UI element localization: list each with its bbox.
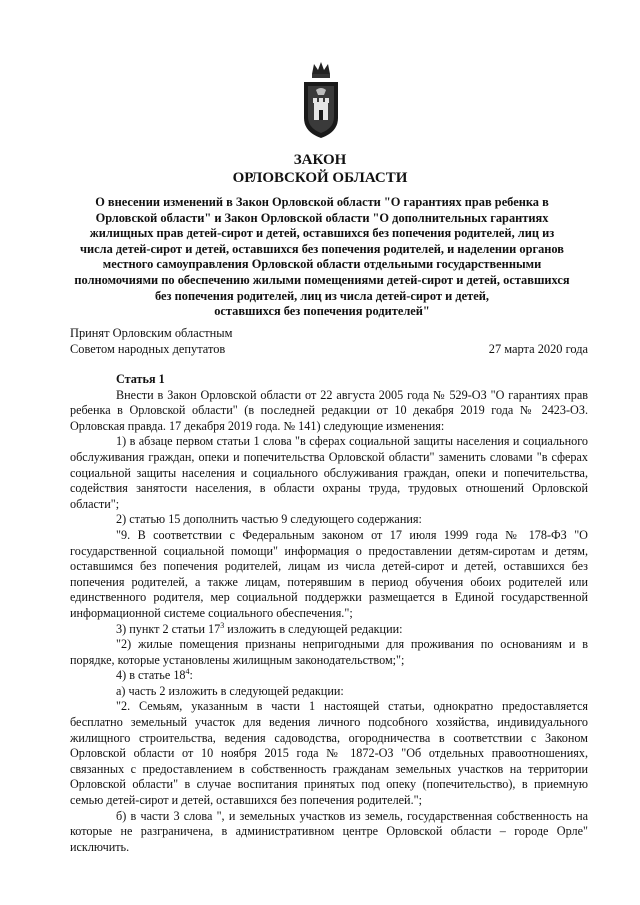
paragraph: а) часть 2 изложить в следующей редакции: xyxy=(116,683,344,698)
paragraph: Внести в Закон Орловской области от 22 августа 2005 года № 529-ОЗ "О гарантиях прав ребенка в Орловской области" (в последней редакции от 10 декабря 2019 года № 2423-ОЗ. Орловская правда. 17 декабря 2019 года. № 141) следующие изменения: xyxy=(70,387,588,433)
subtitle-line: числа детей-сирот и детей, оставшихся без попечения родителей, и наделении органов xyxy=(80,241,564,256)
paragraph: "2) жилые помещения признаны непригодными для проживания по основаниям и в порядке, которые установлены жилищным законодательством;"; xyxy=(70,637,588,667)
subtitle-line: оставшихся без попечения родителей" xyxy=(214,304,430,319)
region-title: ОРЛОВСКОЙ ОБЛАСТИ xyxy=(232,170,408,186)
item-3-text: 3) пункт 2 статьи 17 xyxy=(116,621,221,636)
paragraph: "2. Семьям, указанным в части 1 настоящей статьи, однократно предоставляется бесплатно земельный участок для ведения личного подсобного хозяйства, индивидуального жилищного строительства, ведения садоводства, огородничества в соответствии с Законом Орловской области от 10 ноября 2015 года № 1872-ОЗ "Об отдельных правоотношениях, связанных с предоставлением в собственность гражданам земельных участков на территории Орловской области" в случае воспитания принятых под опеку (попечительство), в приемную семью детей-сирот и детей, оставшихся без попечения родителей."; xyxy=(70,699,588,808)
paragraph: б) в части 3 слова ", и земельных участков из земель, государственная собственность на которые не разграничена, в административном центре Орловской области – городе Орле" исключить. xyxy=(70,808,588,854)
adoption-date: 27 марта 2020 года xyxy=(488,342,588,356)
paragraph: "9. В соответствии с Федеральным законом от 17 июля 1999 года № 178-ФЗ "О государственной социальной помощи" информация о предоставлении детям-сиротам и детям, оставшимся без попечения родителей, лицам из числа детей-сирот и детей, оставшихся без попечения родителей, а также лицам, потерявшим в период обучения обоих родителей или единственного родителя, мер социальной поддержки размещается в Единой государственной информационной системе социального обеспечения."; xyxy=(70,527,588,620)
adoption-block xyxy=(70,326,232,357)
item-3-tail: изложить в следующей редакции: xyxy=(224,621,403,636)
subtitle-line: О внесении изменений в Закон Орловской области "О гарантиях прав ребенка в xyxy=(95,195,549,209)
law-title: ЗАКОН xyxy=(293,152,347,168)
subtitle-line: без попечения родителей, лиц из числа детей-сирот и детей, xyxy=(155,288,489,303)
adoption-line: Советом народных депутатов xyxy=(70,341,226,356)
paragraph: 2) статью 15 дополнить частью 9 следующего содержания: xyxy=(116,512,422,527)
coat-of-arms-emblem xyxy=(298,60,344,140)
article-heading: Статья 1 xyxy=(116,372,165,386)
law-subtitle xyxy=(72,195,572,320)
superscript: 4 xyxy=(185,667,190,677)
item-4-tail: : xyxy=(189,668,193,683)
superscript: 3 xyxy=(220,620,225,630)
subtitle-line: местного самоуправления Орловской области отдельными государственными xyxy=(102,257,542,272)
adoption-line: Принят Орловским областным xyxy=(70,326,233,340)
paragraph-item-3 xyxy=(70,622,588,638)
subtitle-line: жилищных прав детей-сирот и детей, оставшихся без попечения родителей, лиц из xyxy=(89,226,555,241)
article-body xyxy=(70,372,588,855)
subtitle-line: Орловской области" и Закон Орловской области "О дополнительных гарантиях xyxy=(95,210,549,225)
paragraph-item-4 xyxy=(70,668,588,684)
item-4-text: 4) в статье 18 xyxy=(116,668,186,683)
paragraph: 1) в абзаце первом статьи 1 слова "в сферах социальной защиты населения и социального обслуживания граждан, опеки и попечительства Орловской области" заменить словами "в сферах социальной защиты населения и социального обслуживания граждан, опеки и попечительства, содействия занятости населения, в области охраны труда, трудовых отношений Орловской области"; xyxy=(70,434,588,511)
subtitle-line: полномочиями по обеспечению жилыми помещениями детей-сирот и детей, оставшихся xyxy=(74,272,570,287)
